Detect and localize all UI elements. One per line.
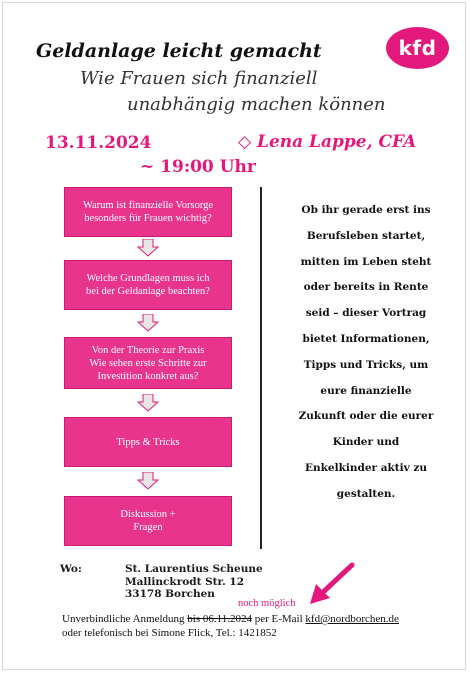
flow-arrow-down-icon <box>137 472 159 490</box>
description-line: Zukunft oder die eurer <box>298 410 434 423</box>
event-speaker: ◇ Lena Lappe, CFA <box>238 132 417 152</box>
registration-prefix: Unverbindliche Anmeldung <box>62 613 188 625</box>
description-line: Enkelkinder aktiv zu <box>305 461 427 474</box>
location-address <box>125 563 263 601</box>
description-line: Kinder und <box>332 436 400 449</box>
topic-box-3: Von der Theorie zur Praxis Wie sehen erste Schritte zur Investition konkret aus? <box>64 337 232 389</box>
description-line: oder bereits in Rente <box>303 281 429 294</box>
description-line: gestalten. <box>336 487 396 500</box>
description-text <box>275 198 457 508</box>
description-line: eure finanzielle <box>320 384 412 397</box>
description-line: bietet Informationen, <box>302 332 430 345</box>
registration-info <box>62 612 399 640</box>
title-line-1: Geldanlage leicht gemacht <box>36 40 322 62</box>
address-line: Mallinckrodt Str. 12 <box>125 575 245 588</box>
description-line: Berufsleben startet, <box>306 229 426 242</box>
topic-box-1: Warum ist finanzielle Vorsorge besonders für Frauen wichtig? <box>64 187 232 237</box>
flow-arrow-down-icon <box>137 394 159 412</box>
description-line: seid – dieser Vortrag <box>305 307 427 320</box>
registration-line-1 <box>62 612 399 626</box>
title-line-2: Wie Frauen sich finanziell <box>80 68 318 89</box>
kfd-logo <box>386 27 449 69</box>
registration-line-2: oder telefonisch bei Simone Flick, Tel.: 1421852 <box>62 627 277 639</box>
description-line: Ob ihr gerade erst ins <box>301 204 431 216</box>
logo-text: kfd <box>398 36 437 60</box>
registration-middle: per E-Mail <box>251 613 306 625</box>
still-possible-note: noch möglich <box>238 598 296 609</box>
pointer-arrow-icon <box>308 562 356 606</box>
event-date: 13.11.2024 <box>45 133 152 153</box>
description-line: mitten im Leben steht <box>300 255 432 268</box>
description-line: Tipps und Tricks, um <box>303 358 429 371</box>
event-time: ~ 19:00 Uhr <box>140 157 256 177</box>
old-deadline: bis 06.11.2024 <box>187 613 252 625</box>
address-line: St. Laurentius Scheune <box>125 563 263 575</box>
vertical-divider <box>260 187 262 549</box>
email-link[interactable]: kfd@nordborchen.de <box>305 613 399 625</box>
title-line-3: unabhängig machen können <box>127 94 386 115</box>
address-line: 33178 Borchen <box>125 588 215 600</box>
flow-arrow-down-icon <box>137 239 159 257</box>
topic-box-4: Tipps & Tricks <box>64 417 232 467</box>
topic-box-5: Diskussion + Fragen <box>64 496 232 546</box>
location-label: Wo: <box>60 563 82 575</box>
flow-arrow-down-icon <box>137 314 159 332</box>
topic-box-2: Welche Grundlagen muss ich bei der Geldanlage beachten? <box>64 260 232 310</box>
